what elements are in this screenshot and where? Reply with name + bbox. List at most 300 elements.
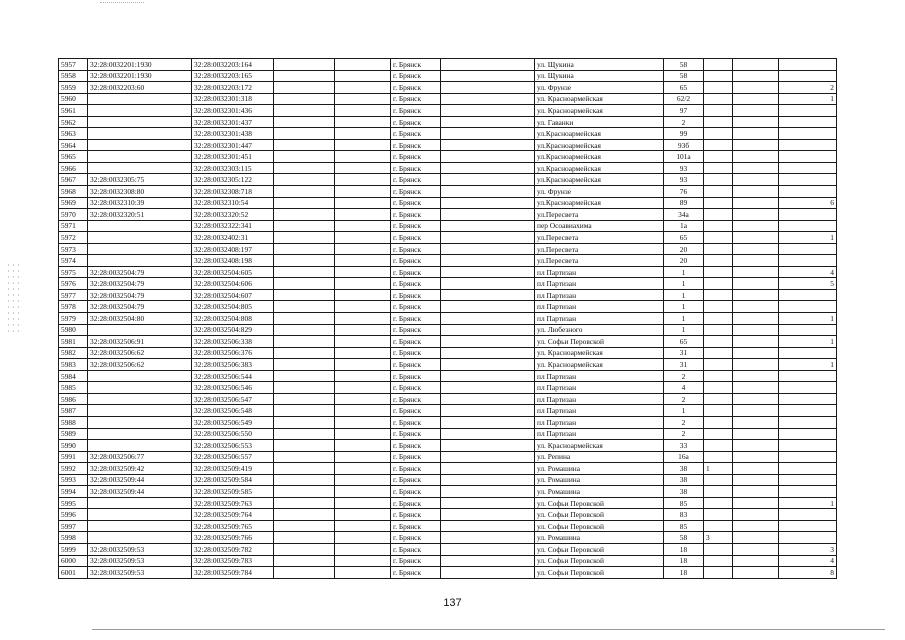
cell-city: г. Брянск (391, 278, 441, 290)
cell-number: 5970 (59, 209, 88, 221)
cell-number: 5981 (59, 336, 88, 348)
cell-empty (274, 151, 335, 163)
scan-artifact (100, 2, 144, 6)
cell-house: 31 (664, 347, 704, 359)
cell-empty (441, 82, 535, 94)
cell-building (704, 186, 733, 198)
cell-city: г. Брянск (391, 359, 441, 371)
cell-street: ул.Красноармейская (535, 197, 664, 209)
cell-empty (441, 186, 535, 198)
cell-empty (274, 336, 335, 348)
cell-house: 65 (664, 82, 704, 94)
cell-house: 16а (664, 451, 704, 463)
cell-parent-cadastral (88, 497, 192, 509)
cell-cadastral: 32:28:0032504:607 (192, 289, 274, 301)
cell-parent-cadastral: 32:28:0032506:77 (88, 451, 192, 463)
cell-empty (733, 405, 779, 417)
cell-building (704, 555, 733, 567)
cell-number: 5979 (59, 313, 88, 325)
cell-empty (733, 82, 779, 94)
cell-apartment (779, 174, 837, 186)
cell-parent-cadastral (88, 405, 192, 417)
cell-cadastral: 32:28:0032301:447 (192, 139, 274, 151)
cell-empty (335, 324, 391, 336)
cell-apartment: 1 (779, 93, 837, 105)
cell-parent-cadastral: 32:28:0032504:79 (88, 289, 192, 301)
cell-empty (733, 116, 779, 128)
cell-empty (335, 266, 391, 278)
cell-building (704, 255, 733, 267)
cell-empty (441, 451, 535, 463)
cell-street: ул. Ромашина (535, 532, 664, 544)
cell-number: 5959 (59, 82, 88, 94)
cell-empty (274, 266, 335, 278)
cell-parent-cadastral (88, 232, 192, 244)
cell-empty (733, 416, 779, 428)
cell-cadastral: 32:28:0032509:784 (192, 567, 274, 579)
cell-house: 1 (664, 289, 704, 301)
cell-empty (733, 532, 779, 544)
cell-house: 85 (664, 497, 704, 509)
cell-empty (441, 416, 535, 428)
cell-city: г. Брянск (391, 463, 441, 475)
cell-empty (335, 174, 391, 186)
cell-house: 62/2 (664, 93, 704, 105)
cell-parent-cadastral (88, 243, 192, 255)
cell-street: ул. Ромашина (535, 463, 664, 475)
cell-street: ул. Красноармейская (535, 93, 664, 105)
table-row (59, 370, 837, 382)
cell-building (704, 497, 733, 509)
cell-cadastral: 32:28:0032301:451 (192, 151, 274, 163)
cell-city: г. Брянск (391, 555, 441, 567)
table-row (59, 220, 837, 232)
cell-cadastral: 32:28:0032402:31 (192, 232, 274, 244)
cell-house: 65 (664, 336, 704, 348)
cell-empty (733, 520, 779, 532)
table-row (59, 139, 837, 151)
cell-cadastral: 32:28:0032320:52 (192, 209, 274, 221)
cell-empty (274, 382, 335, 394)
cell-apartment (779, 128, 837, 140)
cell-house: 1 (664, 324, 704, 336)
cell-empty (733, 243, 779, 255)
cell-empty (441, 70, 535, 82)
cell-house: 65 (664, 232, 704, 244)
cell-apartment (779, 162, 837, 174)
cell-building (704, 347, 733, 359)
cell-empty (441, 197, 535, 209)
cell-empty (733, 451, 779, 463)
cell-building (704, 405, 733, 417)
cell-empty (335, 359, 391, 371)
cell-house: 2 (664, 370, 704, 382)
cell-cadastral: 32:28:0032504:606 (192, 278, 274, 290)
cell-empty (274, 440, 335, 452)
table-row (59, 116, 837, 128)
table-row (59, 209, 837, 221)
cell-empty (335, 497, 391, 509)
cell-house: 31 (664, 359, 704, 371)
cell-empty (441, 370, 535, 382)
cell-empty (441, 555, 535, 567)
cell-empty (274, 289, 335, 301)
cell-empty (274, 278, 335, 290)
cell-empty (441, 567, 535, 579)
cell-empty (441, 497, 535, 509)
cell-building (704, 567, 733, 579)
cell-parent-cadastral (88, 428, 192, 440)
cell-house: 20 (664, 243, 704, 255)
cell-empty (335, 59, 391, 71)
cell-empty (335, 405, 391, 417)
cell-building (704, 82, 733, 94)
cell-cadastral: 32:28:0032509:765 (192, 520, 274, 532)
cell-apartment (779, 243, 837, 255)
cell-parent-cadastral: 32:28:0032506:62 (88, 347, 192, 359)
cell-number: 5971 (59, 220, 88, 232)
cell-building (704, 266, 733, 278)
cell-city: г. Брянск (391, 520, 441, 532)
cell-cadastral: 32:28:0032301:436 (192, 105, 274, 117)
cell-street: ул. Фрунзе (535, 186, 664, 198)
cell-empty (274, 220, 335, 232)
table-row (59, 347, 837, 359)
table-row (59, 162, 837, 174)
cell-empty (335, 555, 391, 567)
cell-empty (274, 116, 335, 128)
cell-apartment (779, 382, 837, 394)
cell-street: ул. Щукина (535, 70, 664, 82)
cell-cadastral: 32:28:0032509:763 (192, 497, 274, 509)
cell-city: г. Брянск (391, 162, 441, 174)
cell-building (704, 520, 733, 532)
cell-empty (335, 289, 391, 301)
cell-empty (733, 370, 779, 382)
cell-house: 33 (664, 440, 704, 452)
cell-building (704, 324, 733, 336)
cell-city: г. Брянск (391, 243, 441, 255)
table-row (59, 93, 837, 105)
cell-apartment (779, 532, 837, 544)
cell-number: 5957 (59, 59, 88, 71)
cell-empty (274, 209, 335, 221)
cell-apartment (779, 520, 837, 532)
cell-number: 5989 (59, 428, 88, 440)
cell-apartment (779, 416, 837, 428)
cell-empty (274, 93, 335, 105)
cell-apartment: 1 (779, 232, 837, 244)
cell-empty (441, 232, 535, 244)
cell-street: ул.Красноармейская (535, 162, 664, 174)
cell-empty (733, 440, 779, 452)
cell-house: 4 (664, 382, 704, 394)
table-row (59, 509, 837, 521)
cell-empty (335, 278, 391, 290)
cell-apartment: 5 (779, 278, 837, 290)
registry-body (59, 59, 837, 579)
cell-apartment (779, 428, 837, 440)
cell-apartment (779, 70, 837, 82)
cell-cadastral: 32:28:0032301:318 (192, 93, 274, 105)
cell-empty (441, 509, 535, 521)
cell-empty (733, 428, 779, 440)
cell-number: 5986 (59, 393, 88, 405)
cell-apartment (779, 486, 837, 498)
table-row (59, 301, 837, 313)
cell-empty (733, 509, 779, 521)
cell-building (704, 174, 733, 186)
cell-street: пл Партизан (535, 370, 664, 382)
cell-empty (733, 139, 779, 151)
cell-empty (335, 313, 391, 325)
cell-parent-cadastral (88, 162, 192, 174)
cell-building (704, 289, 733, 301)
cell-empty (733, 232, 779, 244)
cell-street: ул. Софьи Перовской (535, 520, 664, 532)
table-row (59, 451, 837, 463)
cell-number: 5987 (59, 405, 88, 417)
cell-empty (733, 186, 779, 198)
table-row (59, 428, 837, 440)
cell-empty (335, 70, 391, 82)
cell-empty (274, 324, 335, 336)
cell-building (704, 393, 733, 405)
cell-cadastral: 32:28:0032504:808 (192, 313, 274, 325)
cell-city: г. Брянск (391, 59, 441, 71)
table-row (59, 382, 837, 394)
cell-empty (733, 128, 779, 140)
cell-parent-cadastral (88, 151, 192, 163)
cell-empty (335, 382, 391, 394)
cell-number: 5991 (59, 451, 88, 463)
cell-empty (733, 174, 779, 186)
cell-empty (733, 555, 779, 567)
page-number: 137 (443, 597, 462, 609)
cell-empty (335, 220, 391, 232)
cell-empty (335, 416, 391, 428)
cell-empty (274, 128, 335, 140)
cell-street: ул.Красноармейская (535, 139, 664, 151)
cell-empty (274, 428, 335, 440)
cell-empty (335, 93, 391, 105)
cell-cadastral: 32:28:0032506:376 (192, 347, 274, 359)
cell-parent-cadastral (88, 220, 192, 232)
cell-number: 5961 (59, 105, 88, 117)
registry-sheet (58, 58, 837, 579)
cell-building (704, 451, 733, 463)
cell-apartment (779, 324, 837, 336)
cell-empty (274, 301, 335, 313)
cell-empty (441, 278, 535, 290)
cell-parent-cadastral (88, 393, 192, 405)
cell-empty (335, 567, 391, 579)
table-row (59, 82, 837, 94)
cell-empty (335, 393, 391, 405)
cell-apartment (779, 59, 837, 71)
cell-empty (733, 197, 779, 209)
cell-city: г. Брянск (391, 220, 441, 232)
cell-empty (335, 128, 391, 140)
cell-cadastral: 32:28:0032310:54 (192, 197, 274, 209)
cell-house: 93 (664, 162, 704, 174)
cell-empty (441, 220, 535, 232)
cell-house: 18 (664, 543, 704, 555)
cell-empty (733, 220, 779, 232)
cell-empty (441, 405, 535, 417)
cell-empty (733, 162, 779, 174)
cell-empty (733, 105, 779, 117)
cell-parent-cadastral (88, 255, 192, 267)
cell-empty (441, 532, 535, 544)
cell-empty (335, 451, 391, 463)
table-row (59, 105, 837, 117)
cell-street: ул. Щукина (535, 59, 664, 71)
cell-number: 5977 (59, 289, 88, 301)
cell-cadastral: 32:28:0032506:548 (192, 405, 274, 417)
cell-cadastral: 32:28:0032305:122 (192, 174, 274, 186)
cell-parent-cadastral: 32:28:0032504:79 (88, 301, 192, 313)
cell-apartment: 1 (779, 497, 837, 509)
cell-empty (274, 139, 335, 151)
cell-city: г. Брянск (391, 232, 441, 244)
cell-apartment (779, 301, 837, 313)
cell-empty (733, 324, 779, 336)
cell-empty (274, 416, 335, 428)
cell-parent-cadastral (88, 105, 192, 117)
cell-empty (441, 486, 535, 498)
cell-empty (335, 139, 391, 151)
cell-house: 2 (664, 116, 704, 128)
cell-cadastral: 32:28:0032509:782 (192, 543, 274, 555)
cell-city: г. Брянск (391, 128, 441, 140)
cell-cadastral: 32:28:0032203:165 (192, 70, 274, 82)
cell-apartment (779, 393, 837, 405)
cell-empty (274, 532, 335, 544)
cell-building (704, 116, 733, 128)
cell-cadastral: 32:28:0032509:419 (192, 463, 274, 475)
cell-house: 2 (664, 393, 704, 405)
cell-empty (733, 59, 779, 71)
cell-street: ул. Фрунзе (535, 82, 664, 94)
cell-parent-cadastral: 32:28:0032201:1930 (88, 59, 192, 71)
cell-empty (441, 128, 535, 140)
cell-city: г. Брянск (391, 324, 441, 336)
cell-empty (441, 543, 535, 555)
cell-empty (274, 509, 335, 521)
table-row (59, 197, 837, 209)
cell-city: г. Брянск (391, 440, 441, 452)
cell-apartment (779, 463, 837, 475)
cell-apartment (779, 347, 837, 359)
cell-number: 5993 (59, 474, 88, 486)
cell-cadastral: 32:28:0032408:197 (192, 243, 274, 255)
cell-house: 34а (664, 209, 704, 221)
cell-house: 58 (664, 532, 704, 544)
cell-house: 38 (664, 486, 704, 498)
cell-empty (335, 370, 391, 382)
cell-cadastral: 32:28:0032509:585 (192, 486, 274, 498)
cell-parent-cadastral (88, 93, 192, 105)
cell-building (704, 382, 733, 394)
cell-apartment (779, 509, 837, 521)
cell-house: 2 (664, 428, 704, 440)
cell-street: ул.Пересвета (535, 209, 664, 221)
cell-cadastral: 32:28:0032301:437 (192, 116, 274, 128)
cell-empty (733, 474, 779, 486)
cell-street: ул. Софьи Перовской (535, 336, 664, 348)
cell-empty (335, 243, 391, 255)
cell-empty (441, 289, 535, 301)
cell-number: 5964 (59, 139, 88, 151)
cell-street: пл Партизан (535, 266, 664, 278)
cell-empty (441, 93, 535, 105)
cell-city: г. Брянск (391, 116, 441, 128)
cell-empty (441, 151, 535, 163)
cell-city: г. Брянск (391, 428, 441, 440)
cell-building (704, 162, 733, 174)
cell-street: ул.Красноармейская (535, 128, 664, 140)
cell-street: ул. Софьи Перовской (535, 509, 664, 521)
cell-street: ул. Красноармейская (535, 440, 664, 452)
cell-parent-cadastral: 32:28:0032310:39 (88, 197, 192, 209)
cell-apartment (779, 405, 837, 417)
cell-number: 5960 (59, 93, 88, 105)
cell-number: 6001 (59, 567, 88, 579)
cell-empty (441, 440, 535, 452)
cell-empty (733, 497, 779, 509)
cell-empty (274, 497, 335, 509)
cell-apartment (779, 255, 837, 267)
cell-building (704, 93, 733, 105)
cell-city: г. Брянск (391, 255, 441, 267)
table-row (59, 543, 837, 555)
cell-apartment (779, 151, 837, 163)
cell-city: г. Брянск (391, 197, 441, 209)
table-row (59, 232, 837, 244)
cell-street: ул.Красноармейская (535, 151, 664, 163)
cell-apartment (779, 186, 837, 198)
cell-apartment (779, 370, 837, 382)
cell-empty (274, 347, 335, 359)
cell-building (704, 70, 733, 82)
cell-empty (274, 474, 335, 486)
cell-empty (274, 405, 335, 417)
cell-cadastral: 32:28:0032301:438 (192, 128, 274, 140)
cell-empty (441, 520, 535, 532)
cell-empty (733, 301, 779, 313)
cell-number: 5967 (59, 174, 88, 186)
cell-empty (733, 209, 779, 221)
cell-empty (733, 543, 779, 555)
cell-apartment (779, 451, 837, 463)
cell-number: 5992 (59, 463, 88, 475)
cell-building (704, 243, 733, 255)
cell-house: 1 (664, 405, 704, 417)
cell-building (704, 543, 733, 555)
cell-number: 5978 (59, 301, 88, 313)
table-row (59, 555, 837, 567)
cell-empty (733, 289, 779, 301)
cell-cadastral: 32:28:0032509:584 (192, 474, 274, 486)
cell-number: 5975 (59, 266, 88, 278)
cell-cadastral: 32:28:0032506:557 (192, 451, 274, 463)
cell-empty (274, 174, 335, 186)
cell-empty (274, 393, 335, 405)
cell-city: г. Брянск (391, 151, 441, 163)
cell-house: 20 (664, 255, 704, 267)
cell-empty (441, 393, 535, 405)
